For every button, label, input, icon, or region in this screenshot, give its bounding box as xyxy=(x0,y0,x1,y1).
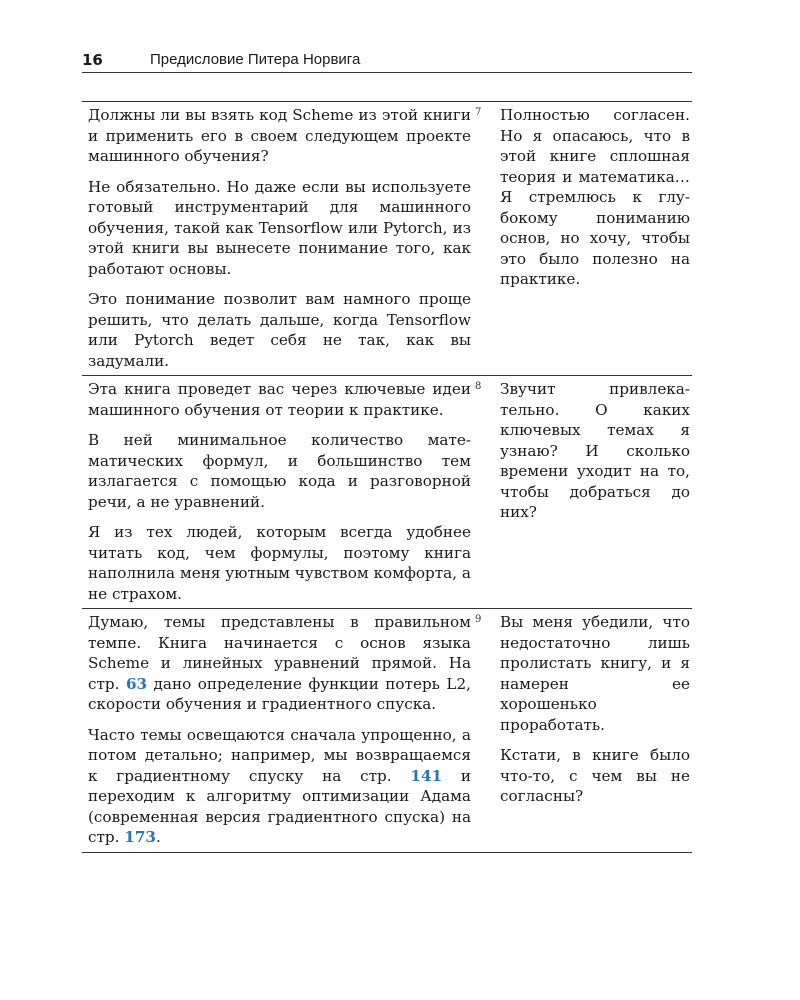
paragraph-text: дано определение функции потерь L2, скорости обучения и градиентного спуска. xyxy=(88,674,471,713)
dialogue-row-9 xyxy=(82,609,692,853)
reader-column xyxy=(475,102,690,375)
paragraph-text: Часто темы освещаются сначала упрощенно, а потом детально; например, мы возвращаемся к градиентному спуску на стр. xyxy=(88,725,471,785)
author-paragraph: В ней минимальное количество математических формул, и большинство тем излагается с помощью кода и разговорной речи, а не уравнений. xyxy=(88,431,471,511)
note-number: 8 xyxy=(475,381,482,392)
paragraph-text: . xyxy=(156,828,161,846)
dialogue-table xyxy=(82,101,692,853)
author-paragraph xyxy=(88,612,471,715)
author-paragraph: Это понимание позволит вам намного проще решить, что делать дальше, когда Tensorflow или Pytorch ведет себя не так, как вы задумали. xyxy=(88,290,471,370)
page-header xyxy=(82,48,692,73)
note-number: 9 xyxy=(475,614,482,625)
author-paragraph: Должны ли вы взять код Scheme из этой книги и применить его в своем следующем проекте машинного обучения? xyxy=(88,106,471,165)
reader-column xyxy=(475,376,690,608)
page-reference-link[interactable]: 141 xyxy=(410,766,443,785)
reader-paragraph: Полностью согласен. Но я опасаюсь, что в этой книге сплошная теория и математика… Я стремлюсь к глубокому пониманию основ, но хочу, чтобы это было полезно на практике. xyxy=(500,106,690,288)
page-reference-link[interactable]: 63 xyxy=(125,674,148,693)
author-paragraph: Не обязательно. Но даже если вы используете готовый инструментарий для машинного обучения, такой как Tensorflow или Pytorch, из этой книги вы вынесете понимание того, как работают основы. xyxy=(88,177,471,278)
author-paragraph: Эта книга проведет вас через ключевые идеи машинного обучения от теории к практике. xyxy=(88,380,471,419)
dialogue-row-8 xyxy=(82,376,692,609)
author-paragraph xyxy=(88,725,471,848)
page-reference-link[interactable]: 173 xyxy=(124,828,156,846)
reader-column xyxy=(475,609,690,852)
author-column xyxy=(82,376,471,608)
reader-paragraph: Кстати, в книге было что-то, с чем вы не согласны? xyxy=(500,746,690,805)
reader-paragraph: Вы меня убедили, что недостаточно лишь пролистать книгу, и я намерен ее хорошенько проработать. xyxy=(500,613,690,734)
author-column xyxy=(82,609,471,852)
author-paragraph: Я из тех людей, которым всегда удобнее читать код, чем формулы, поэтому книга наполнила меня уютным чувством комфорта, а не страхом. xyxy=(88,523,471,603)
running-title: Предисловие Питера Норвига xyxy=(150,51,361,68)
paragraph-text: и переходим к алгоритму оптимизации Адама (современная версия градиентного спуска) на стр. xyxy=(88,766,472,846)
paragraph-text: Думаю, темы представлены в правильном темпе. Книга начинается с основ языка Scheme и линейных уравнений прямой. На стр. xyxy=(88,613,471,693)
dialogue-row-7 xyxy=(82,102,692,376)
note-number: 7 xyxy=(475,107,482,118)
reader-paragraph: Звучит привлекательно. О каких ключевых темах я узнаю? И сколько времени уходит на то, чтобы добраться до них? xyxy=(500,380,690,521)
author-column xyxy=(82,102,471,375)
page-number: 16 xyxy=(82,51,103,69)
